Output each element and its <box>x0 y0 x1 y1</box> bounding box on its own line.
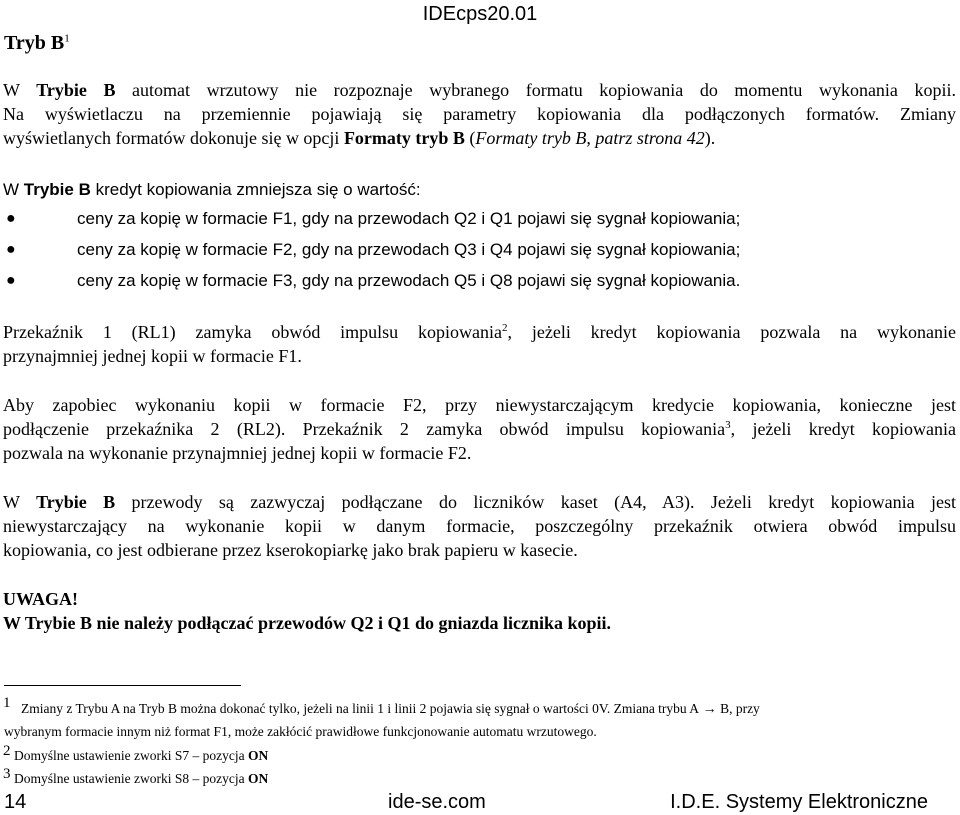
paragraph-4-line-2: podłączenie przekaźnika 2 (RL2). Przekaźnik 2 zamyka obwód impulsu kopiowania$^3$, jeżeli kredyt kopiowania <box>3 419 957 439</box>
bullet-icon: ● <box>6 272 16 289</box>
footnote-1-line-2: wybranym formacie innym niż format F1, może zakłócić prawidłowe funkcjonowanie automatu wrzutowego. <box>4 724 597 739</box>
footer-site: ide-se.com <box>388 791 486 813</box>
arrow-right-icon: → <box>702 702 717 717</box>
paragraph-5-line-1: W Trybie B przewody są zazwyczaj podłączane do liczników kaset (A4, A3). Jeżeli kredyt kopiowania jest <box>3 492 956 512</box>
paragraph-1-line-1: W Trybie B automat wrzutowy nie rozpoznaje wybranego formatu kopiowania do momentu wykonania kopii. <box>3 80 956 100</box>
mode-b-term: Trybie B <box>36 492 116 512</box>
footer-company: I.D.E. Systemy Elektroniczne <box>670 791 928 813</box>
footnote-ref-1: 1 <box>64 32 70 45</box>
bullet-item-3: ceny za kopię w formacie F3, gdy na przewodach Q5 i Q8 pojawi się sygnał kopiowania. <box>77 271 741 290</box>
paragraph-5-line-2: niewystarczający na wykonanie kopii w danym formacie, poszczególny przekaźnik otwiera obwód impulsu <box>3 516 956 536</box>
section-title-text: Tryb B <box>4 32 65 54</box>
paragraph-4-line-1: Aby zapobiec wykonaniu kopii w formacie F2, przy niewystarczającym kredycie kopiowania, konieczne jest <box>3 395 956 415</box>
page-number: 14 <box>4 791 27 813</box>
document-code: IDEcps20.01 <box>422 3 538 25</box>
warning-title: UWAGA! <box>3 589 78 609</box>
footnote-2-number: 2 <box>3 743 11 759</box>
warning-text: W Trybie B nie należy podłączać przewodów Q2 i Q1 do gniazda licznika kopii. <box>3 613 612 633</box>
cross-reference: Formaty tryb B, patrz strona 42 <box>475 128 705 148</box>
footnote-ref-3: 3 <box>725 419 731 431</box>
paragraph-4-line-3: pozwala na wykonanie przynajmniej jednej kopii w formacie F2. <box>3 443 472 463</box>
footnote-ref-2: 2 <box>502 322 508 334</box>
footnote-3: 3 Domyślne ustawienie zworki S8 – pozycja ON <box>3 766 269 786</box>
option-name: Formaty tryb B <box>343 128 465 148</box>
paragraph-3-line-2: przynajmniej jednej kopii w formacie F1. <box>3 346 302 366</box>
bullet-item-2: ceny za kopię w formacie F2, gdy na przewodach Q3 i Q4 pojawi się sygnał kopiowania; <box>77 240 741 259</box>
mode-b-term: Trybie B <box>36 80 116 100</box>
footnote-3-number: 3 <box>3 766 11 782</box>
section-title <box>4 31 70 55</box>
bullet-item-1: ceny za kopię w formacie F1, gdy na przewodach Q2 i Q1 pojawi się sygnał kopiowania; <box>77 209 741 228</box>
mode-b-term: Trybie B <box>23 180 91 199</box>
paragraph-5-line-3: kopiowania, co jest odbierane przez kserokopiarkę jako brak papieru w kasecie. <box>3 540 578 560</box>
paragraph-2: W Trybie B kredyt kopiowania zmniejsza się o wartość: <box>3 180 421 199</box>
footnote-divider <box>4 685 241 686</box>
paragraph-1-line-3: wyświetlanych formatów dokonuje się w opcji Formaty tryb B (Formaty tryb B, patrz strona 42). <box>3 128 716 148</box>
paragraph-1-line-2: Na wyświetlaczu na przemiennie pojawiają się parametry kopiowania dla podłączonych formatów. Zmiany <box>3 104 956 124</box>
bullet-icon: ● <box>6 241 16 258</box>
bullet-icon: ● <box>6 210 16 227</box>
footnote-1-line-1: 1 Zmiany z Trybu A na Tryb B można dokonać tylko, jeżeli na linii 1 i linii 2 pojawia się sygnał o wartości 0V. Zmiana trybu A → B, przy <box>3 695 760 717</box>
footnote-1-number: 1 <box>3 695 11 711</box>
paragraph-3-line-1: Przekaźnik 1 (RL1) zamyka obwód impulsu kopiowania$^2$, jeżeli kredyt kopiowania pozwala na wykonanie <box>3 322 956 342</box>
footnote-2: 2 Domyślne ustawienie zworki S7 – pozycja ON <box>3 743 269 763</box>
